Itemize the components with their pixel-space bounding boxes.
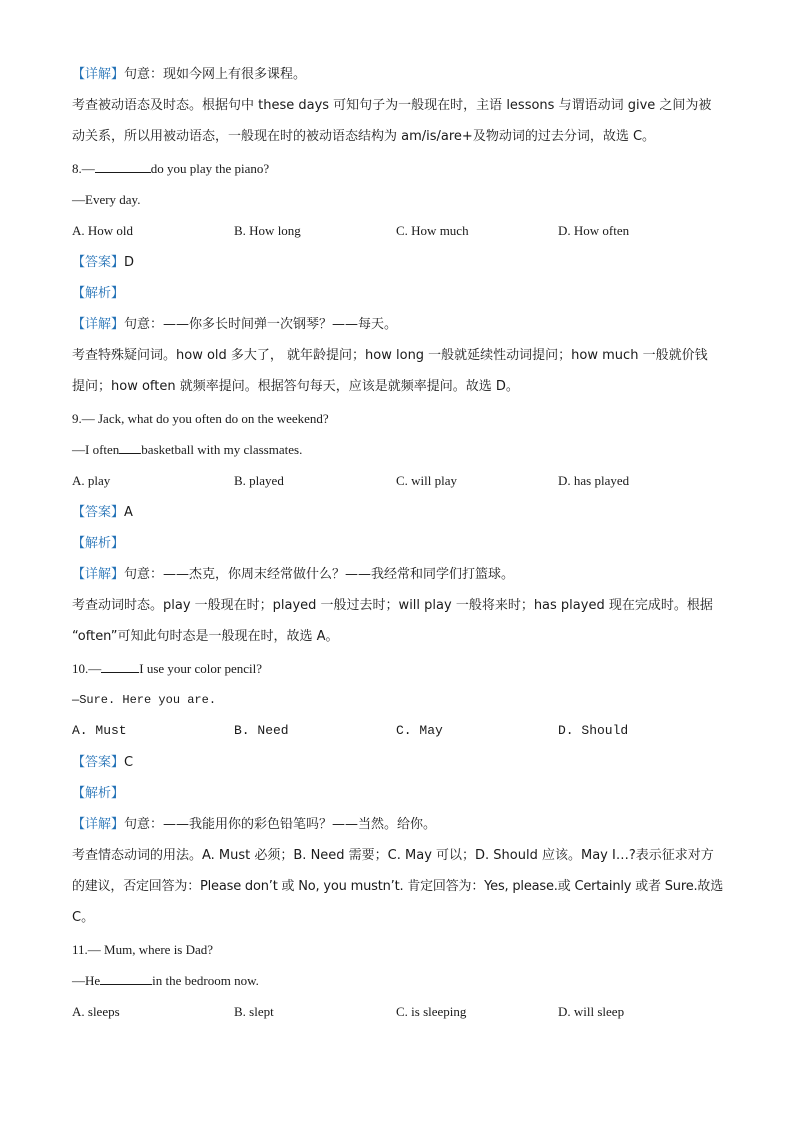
answer-line: [72, 254, 734, 272]
option-b: B. slept: [234, 1004, 274, 1019]
reply-prefix: —He: [72, 973, 101, 988]
option-b: B. played: [234, 473, 284, 488]
reply-rest: basketball with my classmates.: [141, 442, 303, 457]
reply-line: —Every day.: [72, 192, 141, 207]
option-c: C. May: [396, 723, 443, 738]
detail-line-7: [72, 66, 734, 84]
detail-line-10: [72, 816, 734, 834]
option-a: A. Must: [72, 723, 127, 738]
answer-label: 【答案】: [72, 755, 125, 770]
analysis-line: 考查动词时态。play 一般现在时；played 一般过去时；will play 一般将来时；has played 现在完成时。根据: [72, 598, 713, 613]
detail-line-8: [72, 316, 734, 334]
detail-text: 句意：——我能用你的彩色铅笔吗？——当然。给你。: [124, 817, 437, 832]
option-c: C. is sleeping: [396, 1004, 467, 1019]
question-number: 10.—: [72, 661, 102, 676]
answer-line: [72, 504, 734, 522]
option-c: C. How much: [396, 223, 469, 238]
analysis-line: 考查情态动词的用法。A. Must 必须；B. Need 需要；C. May 可以；D. Should 应该。May I…?表示征求对方: [72, 848, 714, 863]
jiexi-line: [72, 785, 734, 803]
detail-text: 句意：——杰克，你周末经常做什么？——我经常和同学们打篮球。: [124, 567, 515, 582]
option-a: A. sleeps: [72, 1004, 120, 1019]
detail-label: 【详解】: [72, 67, 125, 82]
detail-label: 【详解】: [72, 317, 125, 332]
reply-prefix: —I often: [72, 442, 120, 457]
analysis-line: 考查被动语态及时态。根据句中 these days 可知句子为一般现在时，主语 lessons 与谓语动词 give 之间为被: [72, 98, 712, 113]
jiexi-line: [72, 535, 734, 553]
detail-label: 【详解】: [72, 567, 125, 582]
reply-line: [72, 972, 734, 990]
question-10: [72, 660, 734, 678]
jiexi-label: 【解析】: [72, 286, 125, 301]
analysis-line: 动关系，所以用被动语态，一般现在时的被动语态结构为 am/is/are+及物动词的过去分词，故选 C。: [72, 129, 656, 144]
answer-blank: [100, 972, 152, 985]
option-d: D. How often: [558, 223, 630, 238]
answer-blank: [101, 660, 139, 673]
reply-line: —Sure. Here you are.: [72, 693, 217, 707]
question-text: I use your color pencil?: [139, 661, 262, 676]
question-number: 8.—: [72, 161, 95, 176]
question-11: 11.— Mum, where is Dad?: [72, 942, 214, 957]
detail-text: 句意：现如今网上有很多课程。: [124, 67, 307, 82]
answer-line: [72, 754, 734, 772]
reply-rest: in the bedroom now.: [152, 973, 259, 988]
analysis-line: 的建议，否定回答为：Please don’t 或 No, you mustn’t. 肯定回答为：Yes, please.或 Certainly 或者 Sure.故选: [72, 879, 724, 894]
answer-value: D: [124, 255, 135, 270]
jiexi-label: 【解析】: [72, 786, 125, 801]
reply-line: [72, 441, 734, 459]
answer-label: 【答案】: [72, 255, 125, 270]
option-b: B. Need: [234, 723, 289, 738]
question-text: do you play the piano?: [150, 161, 270, 176]
option-a: A. How old: [72, 223, 134, 238]
analysis-line: “often”可知此句时态是一般现在时，故选 A。: [72, 629, 339, 644]
option-d: D. will sleep: [558, 1004, 625, 1019]
option-b: B. How long: [234, 223, 301, 238]
detail-label: 【详解】: [72, 817, 125, 832]
option-d: D. Should: [558, 723, 629, 738]
question-8: [72, 160, 734, 178]
jiexi-line: [72, 285, 734, 303]
answer-value: A: [124, 505, 133, 520]
detail-line-9: [72, 566, 734, 584]
answer-value: C: [124, 755, 134, 770]
question-9: 9.— Jack, what do you often do on the weekend?: [72, 411, 329, 426]
option-d: D. has played: [558, 473, 630, 488]
analysis-line: 提问；how often 就频率提问。根据答句每天，应该是就频率提问。故选 D。: [72, 379, 519, 394]
analysis-line: 考查特殊疑问词。how old 多大了， 就年龄提问；how long 一般就延续性动词提问；how much 一般就价钱: [72, 348, 708, 363]
option-a: A. play: [72, 473, 111, 488]
answer-label: 【答案】: [72, 505, 125, 520]
analysis-line: C。: [72, 910, 95, 925]
jiexi-label: 【解析】: [72, 536, 125, 551]
detail-text: 句意：——你多长时间弹一次钢琴？——每天。: [124, 317, 398, 332]
option-c: C. will play: [396, 473, 458, 488]
answer-blank: [119, 441, 141, 454]
answer-blank: [95, 160, 151, 173]
